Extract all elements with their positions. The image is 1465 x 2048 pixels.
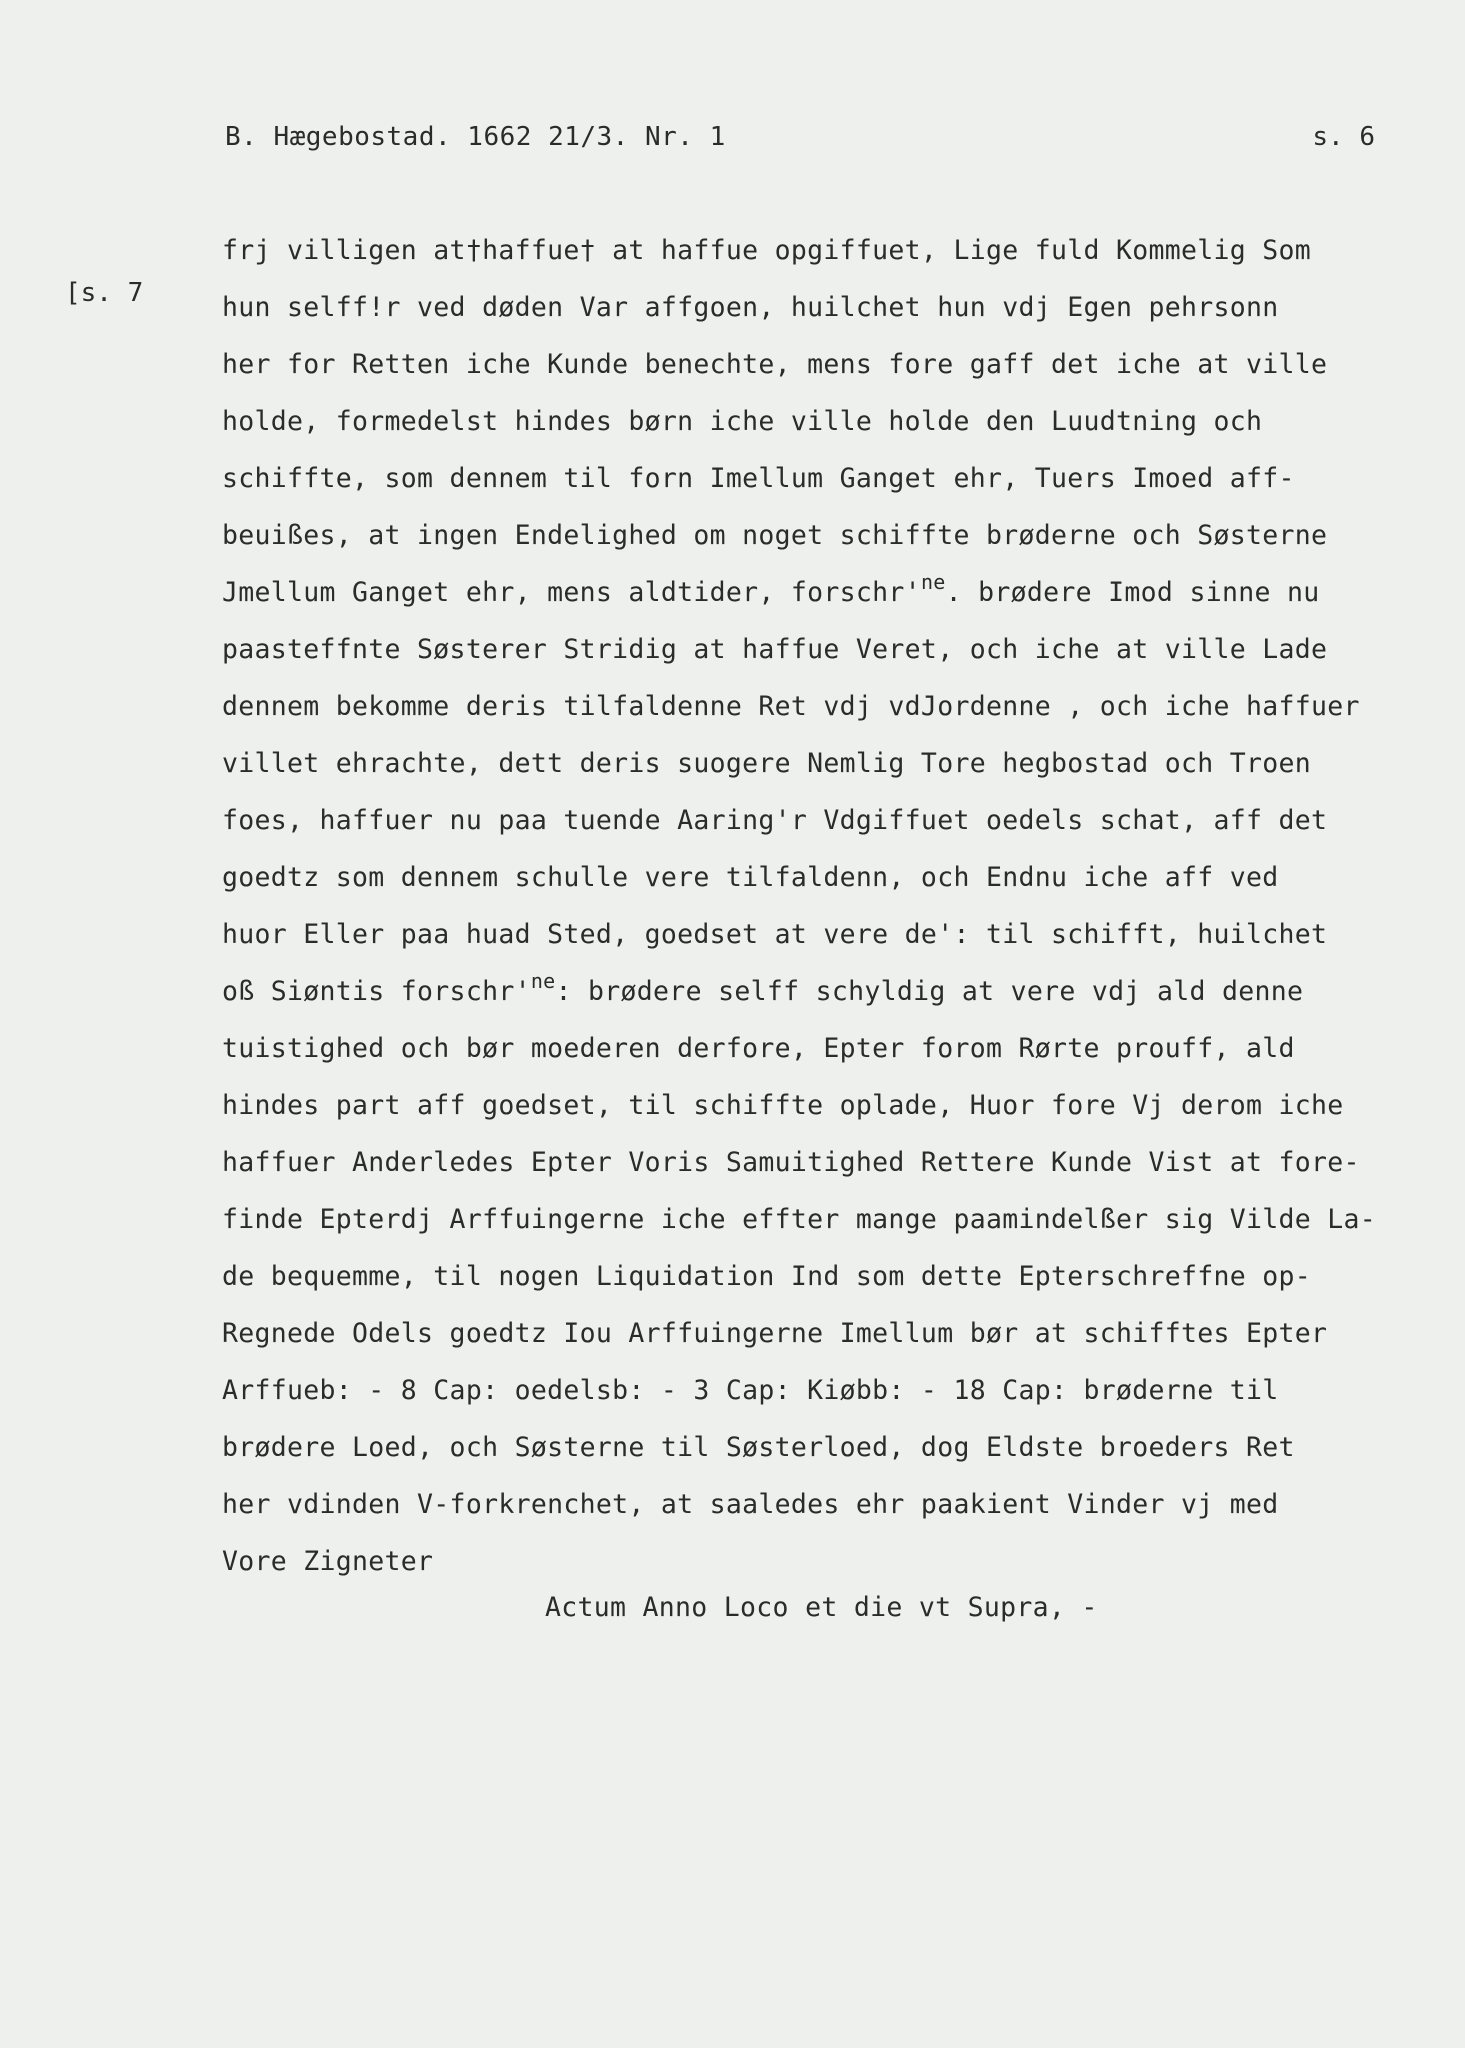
text-line: her for Retten iche Kunde benechte, mens fore gaff det iche at ville <box>222 349 1328 380</box>
page-number: s. 6 <box>1312 122 1375 152</box>
text-line <box>222 564 1432 621</box>
margin-page-note: [s. 7 <box>65 278 144 308</box>
line-text: Jmellum Ganget ehr, mens aldtider, forschr' <box>222 577 921 608</box>
text-line: paasteffnte Søsterer Stridig at haffue Veret, och iche at ville Lade <box>222 634 1328 665</box>
text-line <box>222 963 1432 1020</box>
transcription-body <box>222 222 1432 1590</box>
line-text: oß Siøntis forschr' <box>222 976 531 1007</box>
text-line: Vore Zigneter <box>222 1546 434 1577</box>
text-line: frj villigen at†haffue† at haffue opgiffuet, Lige fuld Kommelig Som <box>222 235 1312 266</box>
text-line: villet ehrachte, dett deris suogere Nemlig Tore hegbostad och Troen <box>222 748 1312 779</box>
text-line: hun selff!r ved døden Var affgoen, huilchet hun vdj Egen pehrsonn <box>222 292 1279 323</box>
line-text: : brødere selff schyldig at vere vdj ald denne <box>555 976 1304 1007</box>
text-line: goedtz som dennem schulle vere tilfaldenn, och Endnu iche aff ved <box>222 862 1279 893</box>
text-line: huor Eller paa huad Sted, goedset at vere de': til schifft, huilchet <box>222 919 1328 950</box>
text-line: tuistighed och bør moederen derfore, Epter forom Rørte prouff, ald <box>222 1033 1295 1064</box>
text-line: her vdinden V-forkrenchet, at saaledes ehr paakient Vinder vj med <box>222 1489 1279 1520</box>
text-line: finde Epterdj Arffuingerne iche effter mange paamindelßer sig Vilde La- <box>222 1204 1377 1235</box>
line-text: . brødere Imod sinne nu <box>945 577 1320 608</box>
text-line: beuißes, at ingen Endelighed om noget schiffte brøderne och Søsterne <box>222 520 1328 551</box>
text-line: holde, formedelst hindes børn iche ville holde den Luudtning och <box>222 406 1263 437</box>
text-line: brødere Loed, och Søsterne til Søsterloed, dog Eldste broeders Ret <box>222 1432 1295 1463</box>
closing-formula: Actum Anno Loco et die vt Supra, - <box>545 1592 1098 1623</box>
text-line: dennem bekomme deris tilfaldenne Ret vdj vdJordenne , och iche haffuer <box>222 691 1360 722</box>
document-reference: B. Hægebostad. 1662 21/3. Nr. 1 <box>225 122 726 152</box>
superscript: ne <box>920 570 946 594</box>
text-line: foes, haffuer nu paa tuende Aaring'r Vdgiffuet oedels schat, aff det <box>222 805 1328 836</box>
text-line: de bequemme, til nogen Liquidation Ind som dette Epterschreffne op- <box>222 1261 1312 1292</box>
text-line: haffuer Anderledes Epter Voris Samuitighed Rettere Kunde Vist at fore- <box>222 1147 1360 1178</box>
superscript: ne <box>530 969 556 993</box>
text-line: hindes part aff goedset, til schiffte oplade, Huor fore Vj derom iche <box>222 1090 1344 1121</box>
text-line: Arffueb: - 8 Cap: oedelsb: - 3 Cap: Kiøbb: - 18 Cap: brøderne til <box>222 1375 1279 1406</box>
text-line: schiffte, som dennem til forn Imellum Ganget ehr, Tuers Imoed aff- <box>222 463 1295 494</box>
text-line: Regnede Odels goedtz Iou Arffuingerne Imellum bør at schifftes Epter <box>222 1318 1328 1349</box>
